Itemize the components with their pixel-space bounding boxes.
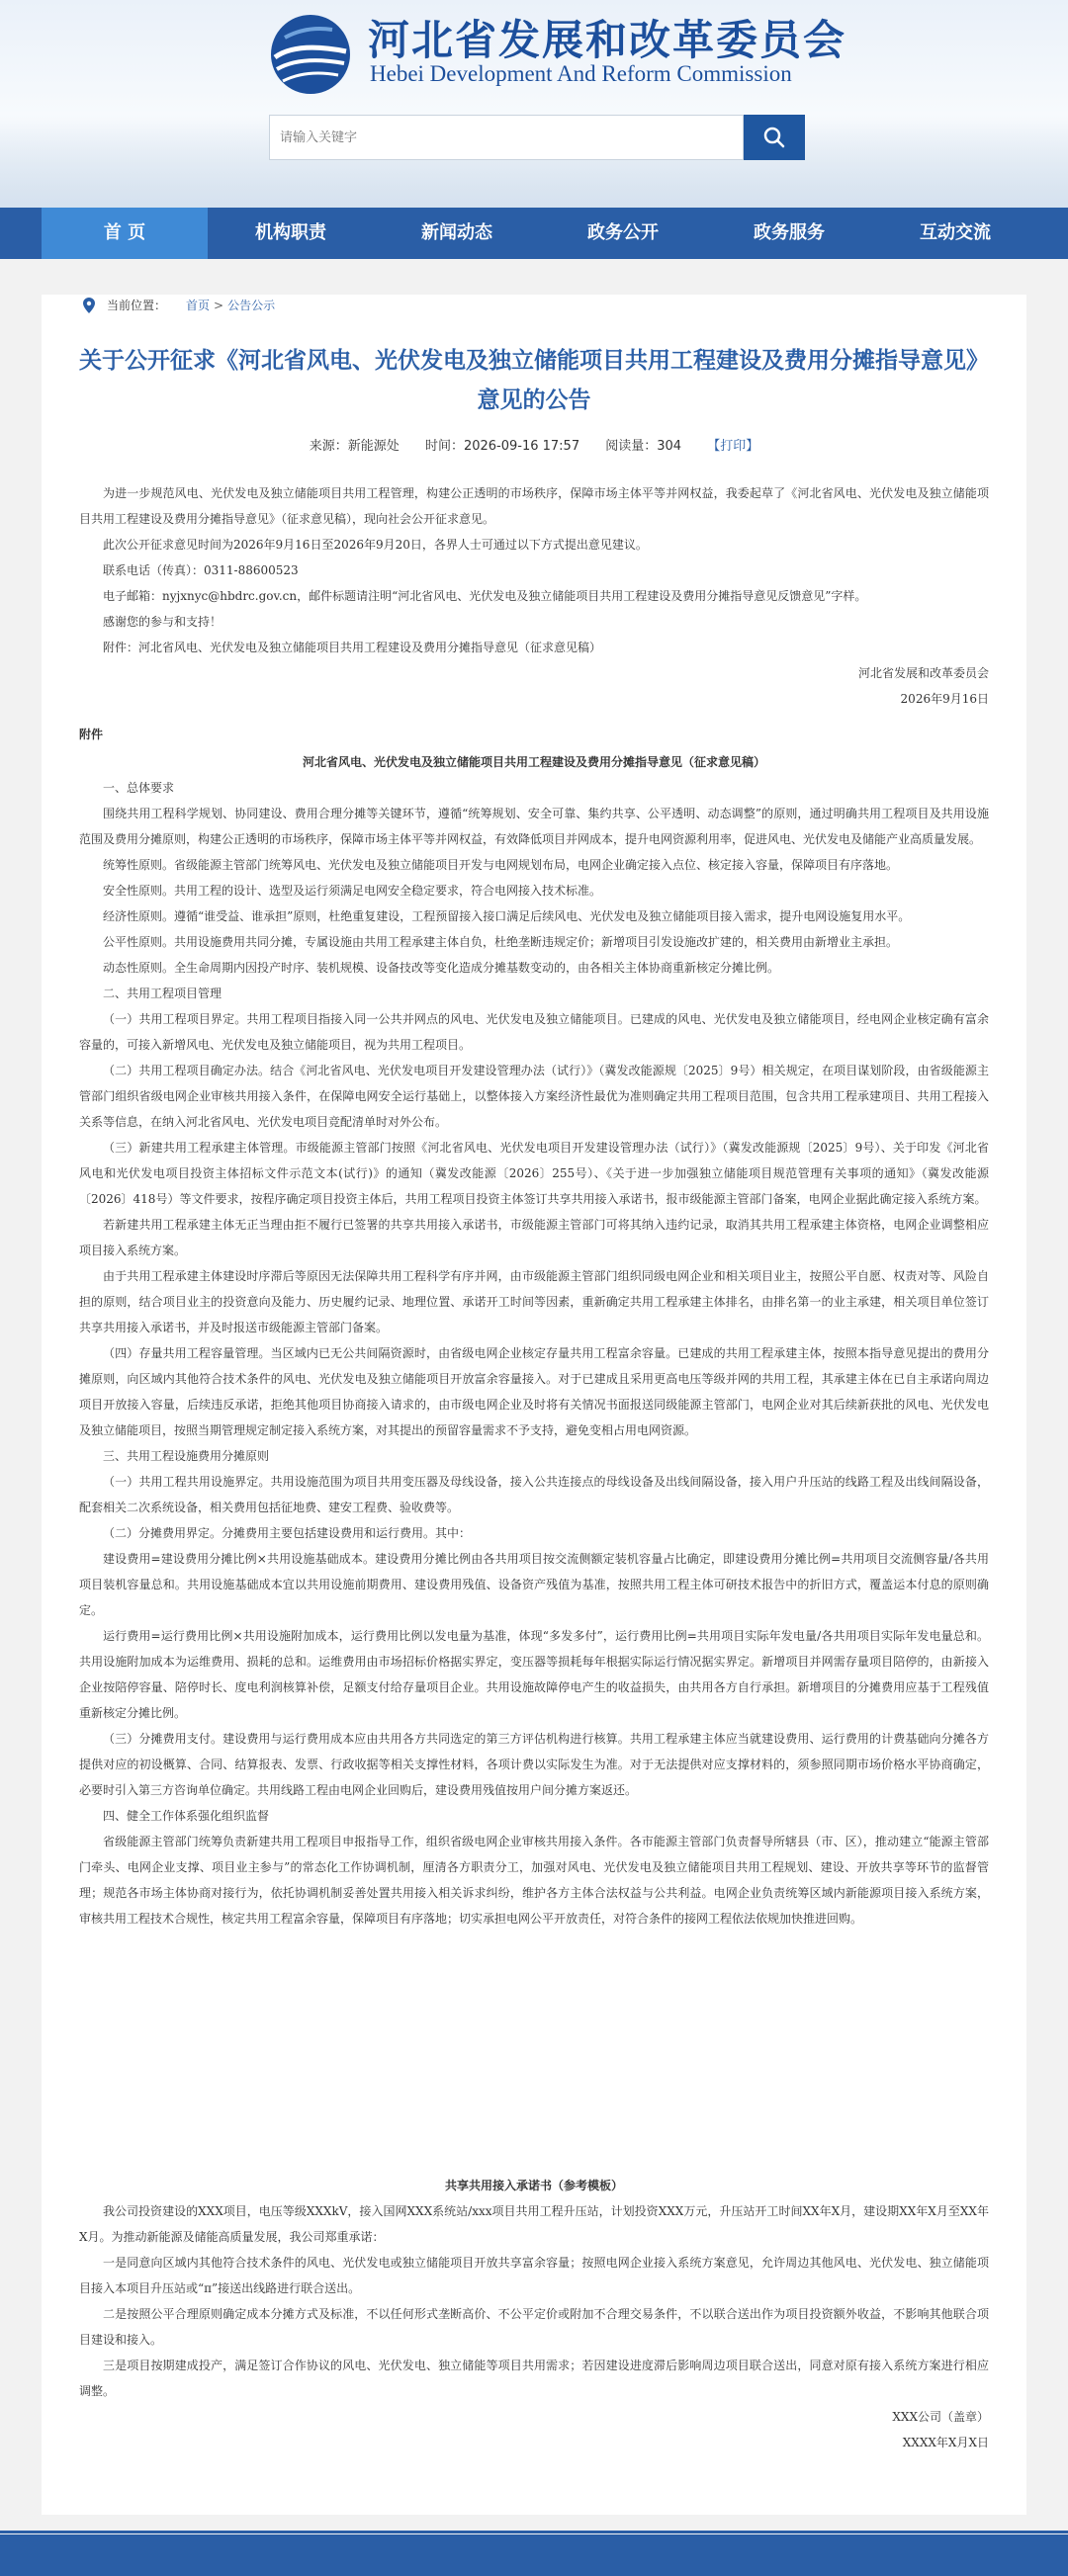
commitment-paragraph: 二是按照公平合理原则确定成本分摊方式及标准，不以任何形式垄断高价、不公平定价或附加不合理交易条件，不以联合送出作为项目投资额外收益，不影响其他联合项目建设和接入。 <box>79 2307 989 2347</box>
breadcrumb-separator: > <box>214 298 224 312</box>
breadcrumb-label: 当前位置： <box>107 299 167 312</box>
section-heading: 一、总体要求 <box>103 781 175 795</box>
section-paragraph: （三）新建共用工程承建主体管理。市级能源主管部门按照《河北省风电、光伏发电项目开发建设管理办法（试行）》（冀发改能源规〔2025〕9号）、关于印发《河北省风电和光伏发电项目投资主体招标文件示范文本(试行)》的通知（冀发改能源〔2026〕255号）、《关于进一步加强独立储能项目规范管理有关事项的通知》（冀发改能源〔2026〕418号）等文件要求，按程序确定项目投资主体后，共用工程项目投资主体签订共享共用接入承诺书，报市级能源主管部门备案，电网企业据此确定接入系统方案。 <box>79 1141 989 1206</box>
nav-item-interaction[interactable]: 互动交流 <box>920 222 991 243</box>
search-icon <box>762 126 786 149</box>
section-paragraph: 动态性原则。全生命周期内因投产时序、装机规模、设备技改等变化造成分摊基数变动的，由各相关主体协商重新核定分摊比例。 <box>103 961 780 975</box>
article-views: 阅读量：304 <box>605 439 682 454</box>
attachment-heading: 附件 <box>79 728 104 741</box>
section-paragraph: （二）分摊费用界定。分摊费用主要包括建设费用和运行费用。其中： <box>103 1526 472 1540</box>
section-paragraph: 省级能源主管部门统筹负责新建共用工程项目申报指导工作，组织省级电网企业审核共用接入条件。各市能源主管部门负责督导所辖县（市、区），推动建立“能源主管部门牵头、电网企业支撑、项目业主参与”的常态化工作协调机制，厘清各方职责分工，加强对风电、光伏发电及独立储能项目共用工程规划、建设、开放共享等环节的监督管理；规范各市场主体协商对接行为，依托协调机制妥善处置共用接入相关诉求纠纷，维护各方主体合法权益与公共利益。电网企业负责统筹区域内新能源项目接入系统方案，审核共用工程技术合规性，核定共用工程富余容量，保障项目有序落地；切实承担电网公平开放责任，对符合条件的接网工程依法依规加快推进回购。 <box>79 1835 989 1926</box>
section-paragraph: 统筹性原则。省级能源主管部门统筹风电、光伏发电及独立储能项目开发与电网规划布局，电网企业确定接入点位、核定接入容量，保障项目有序落地。 <box>103 858 899 872</box>
nav-item-org-duties[interactable]: 机构职责 <box>255 222 326 243</box>
footer-top-line <box>0 2531 1068 2533</box>
intro-paragraph: 此次公开征求意见时间为2026年9月16日至2026年9月20日，各界人士可通过以下方式提出意见建议。 <box>103 538 648 552</box>
site-title-cn: 河北省发展和改革委员会 <box>368 16 847 64</box>
section-paragraph: 围绕共用工程科学规划、协同建设、费用合理分摊等关键环节，遵循“统筹规划、安全可靠、集约共享、公平透明、动态调整”的原则，通过明确共用工程项目及共用设施范围及费用分摊原则，构建公正透明的市场秩序，保障市场主体平等并网权益，有效降低项目并网成本，提升电网资源利用率，促进风电、光伏发电及储能产业高质量发展。 <box>79 807 989 846</box>
section-heading: 三、共用工程设施费用分摊原则 <box>103 1449 270 1463</box>
site-header <box>0 0 1068 208</box>
main-nav <box>0 208 1068 259</box>
commitment-paragraph: 三是项目按期建成投产，满足签订合作协议的风电、光伏发电、独立储能等项目共用需求；若因建设进度滞后影响周边项目联合送出，同意对原有接入系统方案进行相应调整。 <box>79 2359 989 2398</box>
section-heading: 四、健全工作体系强化组织监督 <box>103 1809 270 1823</box>
contact-email: 电子邮箱：nyjxnyc@hbdrc.gov.cn，邮件标题请注明“河北省风电、光伏发电及独立储能项目共用工程建设及费用分摊指导意见反馈意见”字样。 <box>103 589 867 603</box>
commitment-title: 共享共用接入承诺书（参考模板） <box>444 2179 623 2192</box>
attachment-label <box>79 722 989 747</box>
breadcrumb-current-link[interactable]: 公告公示 <box>227 299 276 312</box>
nav-item-gov-affairs-open[interactable]: 政务公开 <box>587 222 659 243</box>
commitment-paragraph: 一是同意向区域内其他符合技术条件的风电、光伏发电或独立储能项目开放共享富余容量；按照电网企业接入系统方案意见，允许周边其他风电、光伏发电、独立储能项目接入本项目升压站或“π”接送出线路进行联合送出。 <box>79 2256 989 2295</box>
article-title: 关于公开征求《河北省风电、光伏发电及独立储能项目共用工程建设及费用分摊指导意见》意见的公告 <box>79 348 989 413</box>
article-time: 时间：2026-09-16 17:57 <box>424 439 580 454</box>
thanks-line: 感谢您的参与和支持！ <box>103 615 222 629</box>
print-link[interactable]: 【打印】 <box>707 439 759 454</box>
section-paragraph: （三）分摊费用支付。建设费用与运行费用成本应由共用各方共同选定的第三方评估机构进行核算。共用工程承建主体应当就建设费用、运行费用的计费基础向分摊各方提供对应的初设概算、合同、结算报表、发票、行政收据等相关支撑性材料，各项计费以实际发生为准。对于无法提供对应支撑材料的，须参照同期市场价格水平协商确定，必要时引入第三方咨询单位确定。共用线路工程由电网企业回购后，建设费用残值按用户间分摊方案返还。 <box>79 1732 989 1797</box>
section-paragraph: （一）共用工程共用设施界定。共用设施范围为项目共用变压器及母线设备，接入公共连接点的母线设备及出线间隔设备，接入用户升压站的线路工程及出线间隔设备，配套相关二次系统设备，相关费用包括征地费、建安工程费、验收费等。 <box>79 1475 989 1514</box>
hebei-drc-logo-icon <box>267 12 354 97</box>
article-source: 来源：新能源处 <box>309 439 400 454</box>
breadcrumb <box>83 297 275 313</box>
section-paragraph: 若新建共用工程承建主体无正当理由拒不履行已签署的共享共用接入承诺书，市级能源主管部门可将其纳入违约记录，取消其共用工程承建主体资格，电网企业调整相应项目接入系统方案。 <box>79 1218 989 1257</box>
commitment-template <box>79 2173 989 2455</box>
contact-phone: 联系电话（传真）：0311-88600523 <box>103 563 299 577</box>
section-paragraph: 公平性原则。共用设施费用共同分摊，专属设施由共用工程承建主体自负，杜绝垄断违规定价；新增项目引发设施改扩建的，相关费用由新增业主承担。 <box>103 935 899 949</box>
section-paragraph: 由于共用工程承建主体建设时序滞后等原因无法保障共用工程科学有序并网，由市级能源主管部门组织同级电网企业和相关项目业主，按照公平自愿、权责对等、风险自担的原则，结合项目业主的投资意向及能力、历史履约记录、地理位置、承诺开工时间等因素，重新确定共用工程承建主体排名，由排名第一的业主承建，相关项目单位签订共享共用接入承诺书，并及时报送市级能源主管部门备案。 <box>79 1269 989 1334</box>
commitment-sign: XXX公司（盖章） <box>892 2410 989 2424</box>
nav-item-news[interactable]: 新闻动态 <box>421 222 492 243</box>
search-input[interactable] <box>269 115 744 160</box>
section-paragraph: 安全性原则。共用工程的设计、选型及运行须满足电网安全稳定要求，符合电网接入技术标准。 <box>103 884 602 898</box>
site-title-en: Hebei Development And Reform Commission <box>370 61 792 86</box>
attachment-doc-title: 河北省风电、光伏发电及独立储能项目共用工程建设及费用分摊指导意见（征求意见稿） <box>302 755 765 769</box>
article-intro <box>79 480 989 712</box>
section-heading: 二、共用工程项目管理 <box>103 987 222 1000</box>
attachment-link[interactable]: 附件：河北省风电、光伏发电及独立储能项目共用工程建设及费用分摊指导意见（征求意见稿） <box>103 641 602 654</box>
location-pin-icon <box>83 298 95 313</box>
sign-date: 2026年9月16日 <box>900 692 989 706</box>
section-paragraph: （四）存量共用工程容量管理。当区域内已无公共间隔资源时，由省级电网企业核定存量共用工程富余容量。已建成的共用工程承建主体，按照本指导意见提出的费用分摊原则，向区域内其他符合技术条件的风电、光伏发电及独立储能项目开放富余容量接入。对于已建成且采用更高电压等级并网的共用工程，其承建主体在已自主承诺向周边项目开放接入容量，后续违反承诺，拒绝其他项目协商接入请求的，由市级电网企业及时将有关情况书面报送同级能源主管部门，电网企业对其后续新获批的风电、光伏发电及独立储能项目，按照当期管理规定制定接入系统方案，对其提出的预留容量需求不予支持，避免变相占用电网资源。 <box>79 1346 989 1437</box>
nav-item-home[interactable]: 首 页 <box>42 208 208 259</box>
search-button[interactable] <box>744 115 805 160</box>
intro-paragraph: 为进一步规范风电、光伏发电及独立储能项目共用工程管理，构建公正透明的市场秩序，保障市场主体平等并网权益，我委起草了《河北省风电、光伏发电及独立储能项目共用工程建设及费用分摊指导意见》（征求意见稿），现向社会公开征求意见。 <box>79 486 989 526</box>
section-paragraph: （一）共用工程项目界定。共用工程项目指接入同一公共并网点的风电、光伏发电及独立储能项目。已建成的风电、光伏发电及独立储能项目，经电网企业核定确有富余容量的，可接入新增风电、光伏发电及独立储能项目，视为共用工程项目。 <box>79 1012 989 1052</box>
section-paragraph: 建设费用=建设费用分摊比例×共用设施基础成本。建设费用分摊比例由各共用项目按交流侧额定装机容量占比确定，即建设费用分摊比例=共用项目交流侧容量/各共用项目装机容量总和。共用设施基础成本宜以共用设施前期费用、建设费用残值、设备资产残值为基准，按照共用工程主体可研技术报告中的折旧方式，覆盖运本付息的原则确定。 <box>79 1552 989 1617</box>
attachment-body <box>79 749 989 1932</box>
breadcrumb-home-link[interactable]: 首页 <box>186 299 211 312</box>
section-paragraph: 运行费用=运行费用比例×共用设施附加成本，运行费用比例以发电量为基准，体现“多发多付”，运行费用比例=共用项目实际年发电量/各共用项目实际年发电量总和。共用设施附加成本为运维费用、损耗的总和。运维费用由市场招标价格据实界定，变压器等损耗每年根据实际运行情况据实界定。新增项目并网需存量项目陪停的，由新接入企业按陪停容量、陪停时长、度电利润核算补偿，足额支付给存量项目企业。共用设施故障停电产生的收益损失，由共用各方自行承担。新增项目的分摊费用应基于工程残值重新核定分摊比例。 <box>79 1629 989 1720</box>
article-meta <box>0 435 1068 454</box>
section-paragraph: 经济性原则。遵循“谁受益、谁承担”原则，杜绝重复建设，工程预留接入接口满足后续风电、光伏发电及独立储能项目接入需求，提升电网设施复用水平。 <box>103 909 911 923</box>
site-footer <box>0 2534 1068 2576</box>
commitment-date: XXXX年X月X日 <box>902 2436 989 2449</box>
commitment-paragraph: 我公司投资建设的XXX项目，电压等级XXXkV，接入国网XXX系统站/xxx项目共用工程升压站，计划投资XXX万元，升压站开工时间XX年X月，建设期XX年X月至XX年X月。为推动新能源及储能高质量发展，我公司郑重承诺： <box>79 2204 989 2244</box>
sign-org: 河北省发展和改革委员会 <box>857 666 989 680</box>
nav-item-gov-services[interactable]: 政务服务 <box>754 222 825 243</box>
section-paragraph: （二）共用工程项目确定办法。结合《河北省风电、光伏发电项目开发建设管理办法（试行）》（冀发改能源规〔2025〕9号）相关规定，在项目谋划阶段，由省级能源主管部门组织省级电网企业审核共用接入条件，在保障电网安全运行基础上，以整体接入方案经济性最优为准则确定共用工程项目范围，包含共用工程承建项目、共用工程接入关系等信息，在纳入河北省风电、光伏发电项目竞配清单时对外公布。 <box>79 1064 989 1129</box>
